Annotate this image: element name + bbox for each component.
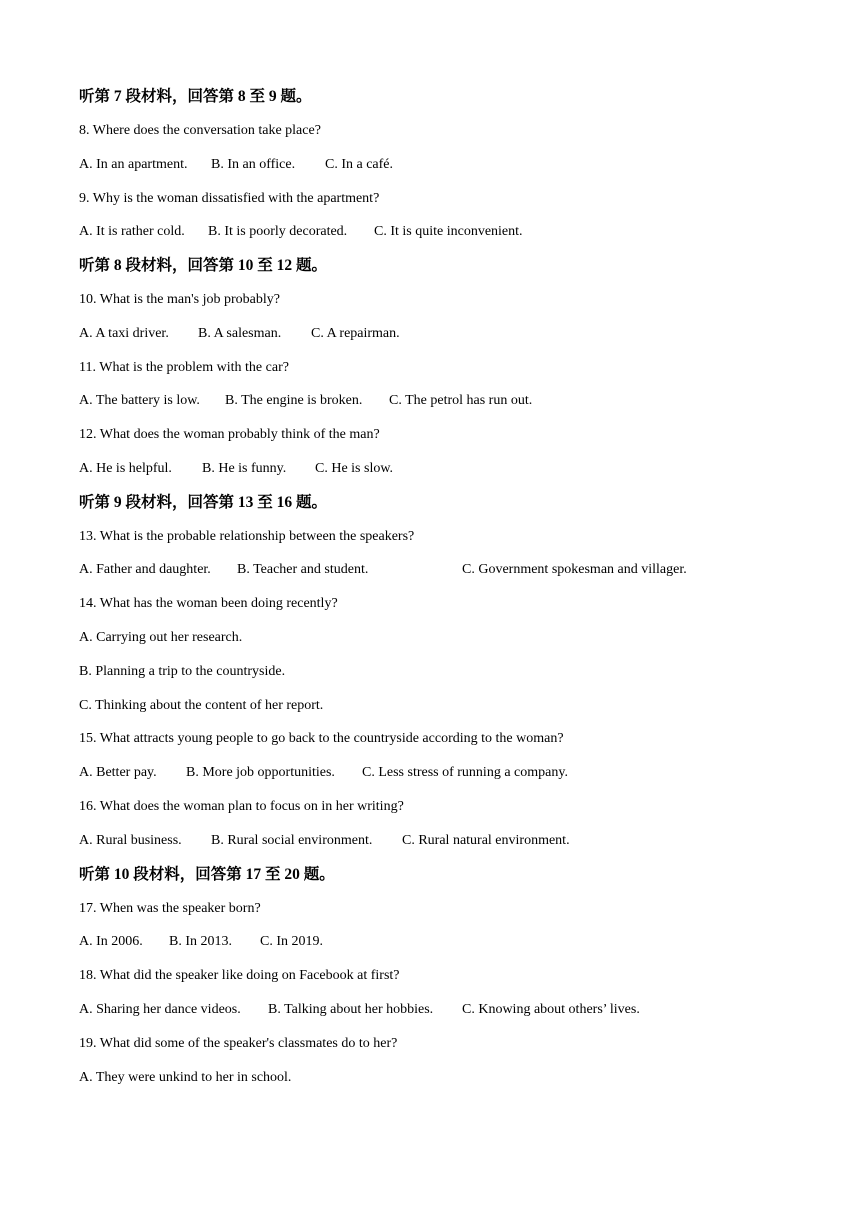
option-14-c: C. Thinking about the content of her report. <box>79 698 324 713</box>
options-17 <box>79 933 323 951</box>
question-18: 18. What did the speaker like doing on Facebook at first? <box>79 968 400 983</box>
option-c: C. It is quite inconvenient. <box>374 224 523 239</box>
option-c: C. The petrol has run out. <box>389 393 533 408</box>
question-12: 12. What does the woman probably think of the man? <box>79 427 380 442</box>
section-heading: 听第 7 段材料，回答第 8 至 9 题。 <box>79 88 312 105</box>
option-a: A. It is rather cold. <box>79 224 185 239</box>
option-b: B. It is poorly decorated. <box>208 224 348 239</box>
option-c: C. Knowing about others’ lives. <box>462 1002 640 1017</box>
option-b: B. Teacher and student. <box>237 562 369 577</box>
option-b: B. In an office. <box>211 157 296 172</box>
option-a: A. Sharing her dance videos. <box>79 1002 241 1017</box>
option-a: A. The battery is low. <box>79 393 200 408</box>
option-c: C. Government spokesman and villager. <box>462 562 687 577</box>
question-10: 10. What is the man's job probably? <box>79 292 280 307</box>
option-c: C. A repairman. <box>311 326 400 341</box>
question-11: 11. What is the problem with the car? <box>79 360 289 375</box>
section-heading: 听第 9 段材料，回答第 13 至 16 题。 <box>79 494 328 511</box>
options-12 <box>79 460 393 478</box>
options-10 <box>79 325 400 343</box>
option-c: C. In 2019. <box>260 934 323 949</box>
question-15: 15. What attracts young people to go back to the countryside according to the woman? <box>79 731 564 746</box>
option-b: B. Talking about her hobbies. <box>268 1002 434 1017</box>
option-b: B. In 2013. <box>169 934 232 949</box>
question-19: 19. What did some of the speaker's classmates do to her? <box>79 1036 398 1051</box>
option-b: B. The engine is broken. <box>225 393 363 408</box>
option-c: C. In a café. <box>325 157 394 172</box>
question-9: 9. Why is the woman dissatisfied with the apartment? <box>79 191 380 206</box>
options-18 <box>79 1001 640 1019</box>
options-16 <box>79 832 570 850</box>
option-19-a: A. They were unkind to her in school. <box>79 1070 292 1085</box>
option-a: A. In 2006. <box>79 934 143 949</box>
question-8: 8. Where does the conversation take place? <box>79 123 321 138</box>
section-heading: 听第 8 段材料，回答第 10 至 12 题。 <box>79 257 328 274</box>
option-c: C. Rural natural environment. <box>402 833 570 848</box>
options-9 <box>79 223 523 241</box>
option-b: B. Rural social environment. <box>211 833 373 848</box>
options-8 <box>79 156 393 174</box>
options-11 <box>79 392 532 410</box>
question-16: 16. What does the woman plan to focus on in her writing? <box>79 799 404 814</box>
option-14-a: A. Carrying out her research. <box>79 630 243 645</box>
option-a: A. In an apartment. <box>79 157 188 172</box>
options-15 <box>79 764 568 782</box>
option-14-b: B. Planning a trip to the countryside. <box>79 664 286 679</box>
section-heading: 听第 10 段材料，回答第 17 至 20 题。 <box>79 866 335 883</box>
option-a: A. Rural business. <box>79 833 182 848</box>
option-b: B. More job opportunities. <box>186 765 335 780</box>
option-a: A. He is helpful. <box>79 461 172 476</box>
question-13: 13. What is the probable relationship between the speakers? <box>79 529 415 544</box>
question-14: 14. What has the woman been doing recently? <box>79 596 338 611</box>
option-c: C. He is slow. <box>315 461 394 476</box>
options-13 <box>79 561 687 579</box>
option-b: B. He is funny. <box>202 461 287 476</box>
option-a: A. Father and daughter. <box>79 562 211 577</box>
option-a: A. Better pay. <box>79 765 157 780</box>
option-a: A. A taxi driver. <box>79 326 169 341</box>
option-c: C. Less stress of running a company. <box>362 765 568 780</box>
option-b: B. A salesman. <box>198 326 282 341</box>
question-17: 17. When was the speaker born? <box>79 901 261 916</box>
